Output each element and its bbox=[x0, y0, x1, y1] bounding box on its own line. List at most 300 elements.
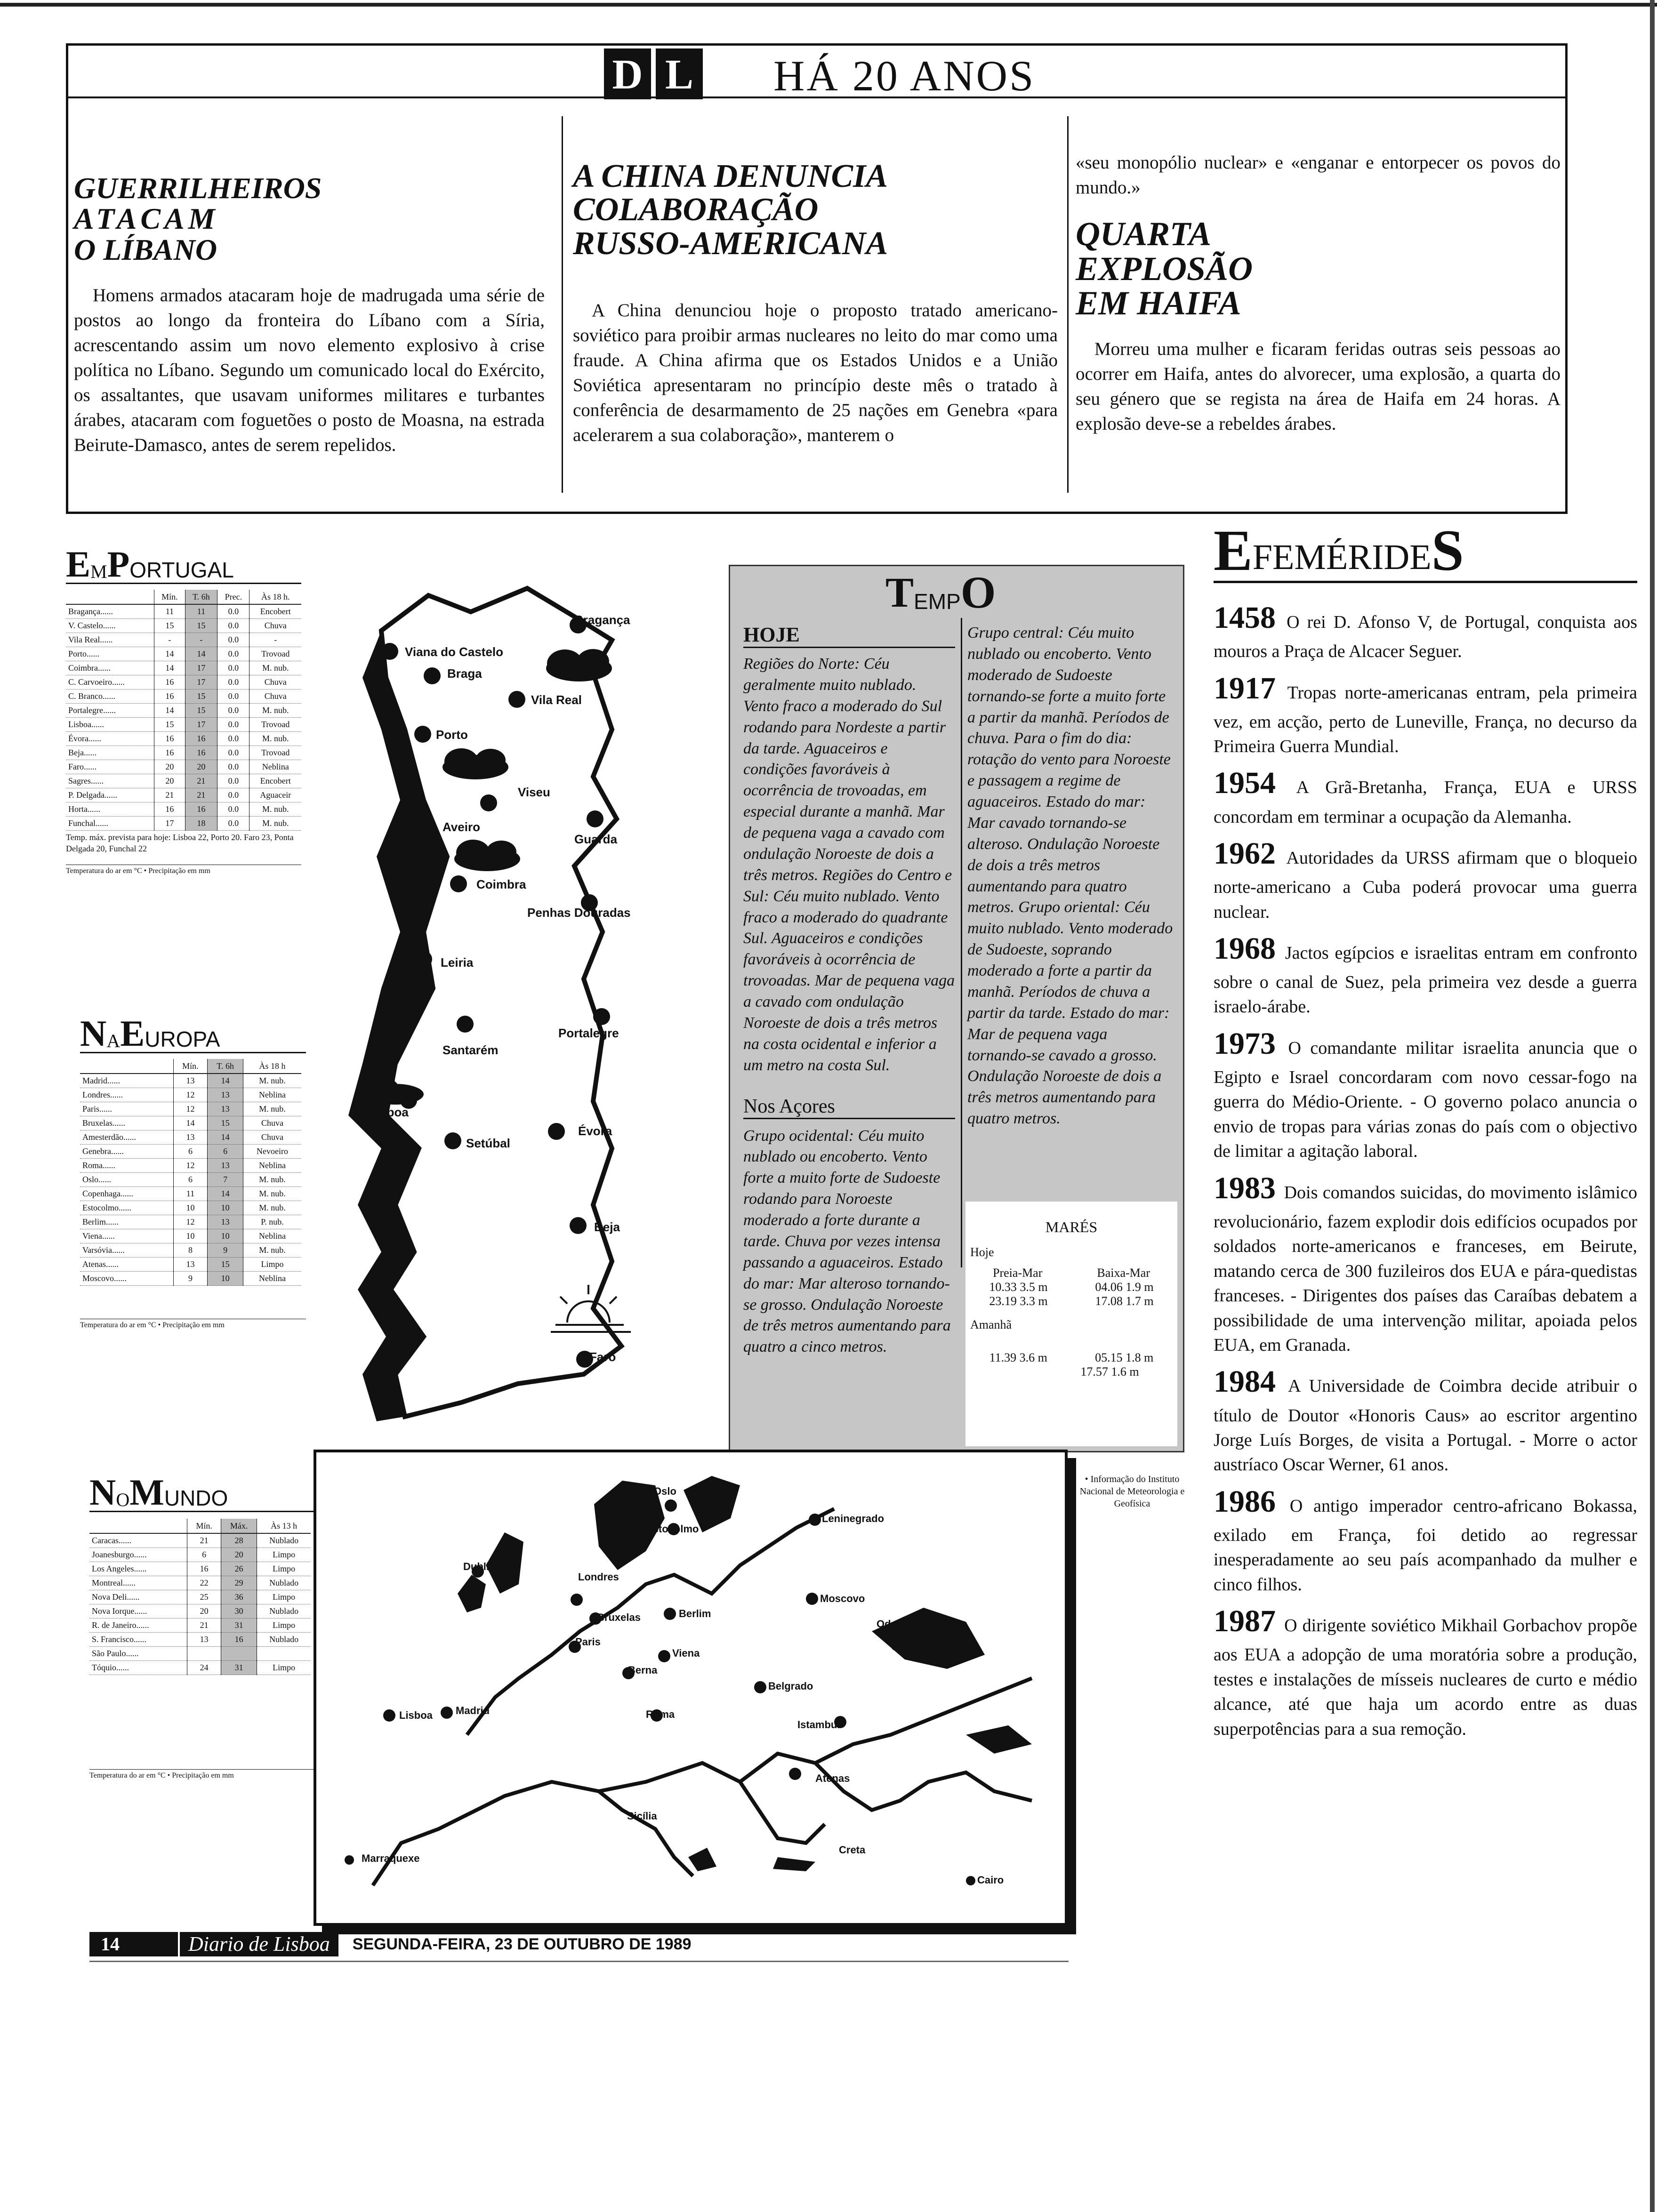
value-cell: Nublado bbox=[257, 1633, 311, 1647]
city-name-cell: Portalegre...... bbox=[66, 704, 154, 718]
table-row bbox=[80, 1201, 301, 1215]
article-haifa bbox=[1076, 150, 1560, 437]
city-label: Setúbal bbox=[466, 1136, 510, 1150]
efemeride-text: Jactos egípcios e israelitas entram em confronto sobre o canal de Suez, pela primeira vez desde a guerra israelo-árabe. bbox=[1214, 943, 1637, 1017]
footnote: Temperatura do ar em °C • Precipitação em mm bbox=[80, 1319, 306, 1330]
table-row bbox=[89, 1548, 311, 1562]
value-cell: 21 bbox=[185, 774, 217, 788]
value-cell: 12 bbox=[173, 1088, 207, 1102]
efemeride-year: 1973 bbox=[1214, 1026, 1288, 1061]
value-cell: 0.0 bbox=[217, 732, 249, 746]
city-name-cell: Oslo...... bbox=[80, 1173, 173, 1187]
table-row bbox=[89, 1633, 311, 1647]
value-cell: 13 bbox=[173, 1130, 207, 1145]
city-label: Portalegre bbox=[558, 1026, 619, 1040]
efemeride-text: Dois comandos suicidas, do movimento islâmico revolucionário, fazem explodir dois edifícios ocupados por soldados norte-americanos e franceses, em Beirute, matando cerca de 300 fuzileiros dos EUA e pára-quedistas franceses. - Dirigentes dos países das Caraíbas debatem a possibilidade de uma intervenção militar, apoiada pelos EUA, em Granada. bbox=[1214, 1182, 1637, 1355]
city-name-cell: Estocolmo...... bbox=[80, 1201, 173, 1215]
efemeride-entry bbox=[1214, 1022, 1637, 1164]
value-cell bbox=[187, 1647, 221, 1661]
city-dot bbox=[806, 1593, 818, 1605]
value-cell: Nevoeiro bbox=[243, 1145, 301, 1159]
value-cell: 16 bbox=[185, 746, 217, 760]
value-cell: 16 bbox=[221, 1633, 257, 1647]
em-portugal-table bbox=[66, 590, 301, 831]
column-header: Às 18 h bbox=[243, 1059, 301, 1074]
value-cell: 31 bbox=[221, 1661, 257, 1675]
efemeride-year: 1917 bbox=[1214, 671, 1287, 705]
value-cell: 21 bbox=[187, 1619, 221, 1633]
value-cell: 0.0 bbox=[217, 619, 249, 633]
column-header bbox=[89, 1519, 187, 1533]
logo-letter-d: D bbox=[604, 48, 651, 99]
value-cell: 11 bbox=[185, 604, 217, 619]
table-row bbox=[80, 1130, 301, 1145]
value-cell: Chuva bbox=[243, 1130, 301, 1145]
value-cell: 25 bbox=[187, 1590, 221, 1604]
value-cell: 6 bbox=[208, 1145, 243, 1159]
city-dot bbox=[789, 1768, 801, 1780]
city-dot bbox=[450, 875, 467, 892]
preia-mar-header: Preia-Mar bbox=[992, 1266, 1043, 1280]
table-row bbox=[66, 732, 301, 746]
city-name-cell: Vila Real...... bbox=[66, 633, 154, 647]
city-label: Leninegrado bbox=[822, 1513, 885, 1524]
efemeride-text: O dirigente soviético Mikhail Gorbachov propõe aos EUA a adopção de uma moratória sobre a produção, testes e instalações de mísseis nucleares de curto e médio alcance, até que haja um acordo entre as duas superpotências para a sua remoção. bbox=[1214, 1616, 1638, 1739]
value-cell: Trovoad bbox=[249, 746, 301, 760]
city-label: Berna bbox=[628, 1664, 658, 1676]
value-cell: Limpo bbox=[257, 1619, 311, 1633]
tempo-panel bbox=[729, 565, 1184, 1452]
article-guerrilheiros bbox=[74, 173, 545, 457]
headline-line-2: EXPLOSÃO bbox=[1076, 249, 1253, 288]
na-europa-title: N A E UROPA bbox=[80, 1014, 306, 1053]
value-cell: 20 bbox=[154, 760, 185, 774]
table-row bbox=[66, 788, 301, 802]
city-dot bbox=[891, 1639, 903, 1651]
city-name-cell: Roma...... bbox=[80, 1159, 173, 1173]
city-label: Dublin bbox=[463, 1561, 496, 1572]
value-cell: - bbox=[185, 633, 217, 647]
city-dot bbox=[809, 1514, 821, 1526]
value-cell: 0.0 bbox=[217, 718, 249, 732]
headline-line-2: COLABORAÇÃO bbox=[573, 192, 819, 228]
column-header: Mín. bbox=[187, 1519, 221, 1533]
top-rule bbox=[0, 3, 1657, 7]
value-cell: Encobert bbox=[249, 774, 301, 788]
table-row bbox=[80, 1145, 301, 1159]
mares-cell: 04.06 1.9 m bbox=[1095, 1280, 1154, 1294]
column-header bbox=[80, 1059, 173, 1074]
efemeride-year: 1987 bbox=[1214, 1604, 1285, 1639]
city-name-cell: Faro...... bbox=[66, 760, 154, 774]
value-cell: 20 bbox=[185, 760, 217, 774]
right-rule bbox=[1650, 0, 1655, 2212]
value-cell: 11 bbox=[154, 604, 185, 619]
value-cell: Limpo bbox=[257, 1590, 311, 1604]
city-name-cell: Lisboa...... bbox=[66, 718, 154, 732]
table-row bbox=[66, 647, 301, 661]
city-label: Paris bbox=[575, 1636, 601, 1648]
table-row bbox=[89, 1661, 311, 1675]
city-name-cell: Bragança...... bbox=[66, 604, 154, 619]
value-cell: 11 bbox=[173, 1187, 207, 1201]
value-cell: 9 bbox=[173, 1272, 207, 1286]
city-label: Berlim bbox=[679, 1608, 711, 1619]
section-title: HÁ 20 ANOS bbox=[773, 52, 1036, 100]
value-cell: 0.0 bbox=[217, 675, 249, 689]
city-label: Évora bbox=[578, 1124, 612, 1138]
city-dot bbox=[441, 1707, 453, 1719]
table-row bbox=[66, 661, 301, 675]
table-row bbox=[80, 1173, 301, 1187]
value-cell: 14 bbox=[173, 1116, 207, 1130]
acores-text: Grupo ocidental: Céu muito nublado ou encoberto. Vento forte a muito forte de Sudoeste rodando para Noroeste moderado a forte durante a tarde. Chuva por vezes intensa passando a aguaceiros. Estado do mar: Mar alteroso tornando-se grosso. Ondulação Noroeste de três metros aumentando para quatro a cinco metros. bbox=[743, 1127, 951, 1356]
table-row bbox=[80, 1272, 301, 1286]
value-cell: 0.0 bbox=[217, 746, 249, 760]
value-cell: 16 bbox=[154, 732, 185, 746]
city-name-cell: V. Castelo...... bbox=[66, 619, 154, 633]
value-cell: Aguaceir bbox=[249, 788, 301, 802]
city-dot bbox=[381, 643, 398, 660]
mares-amanha: Amanhã bbox=[970, 1318, 1012, 1331]
table-row bbox=[66, 774, 301, 788]
value-cell: 0.0 bbox=[217, 760, 249, 774]
efemeride-text: A Universidade de Coimbra decide atribuir o título de Doutor «Honoris Caus» ao escritor argentino Jorge Luís Borges, de visita a Portugal. - Morre o actor austríaco Oscar Werner, 61 anos. bbox=[1214, 1376, 1637, 1475]
city-name-cell: Caracas...... bbox=[89, 1533, 187, 1548]
city-name-cell: Londres...... bbox=[80, 1088, 173, 1102]
table-row bbox=[89, 1619, 311, 1633]
city-name-cell: Viena...... bbox=[80, 1229, 173, 1243]
value-cell: Nublado bbox=[257, 1604, 311, 1619]
value-cell: 13 bbox=[208, 1088, 243, 1102]
value-cell: M. nub. bbox=[249, 732, 301, 746]
na-europa-table bbox=[80, 1059, 301, 1286]
efemeride-text: Tropas norte-americanas entram, pela primeira vez, em acção, perto de Luneville, França, no decurso da Primeira Guerra Mundial. bbox=[1214, 682, 1638, 757]
logo-letter-l: L bbox=[656, 48, 703, 99]
city-name-cell: Berlim...... bbox=[80, 1215, 173, 1229]
city-name-cell: Montreal...... bbox=[89, 1576, 187, 1590]
value-cell: 12 bbox=[173, 1102, 207, 1116]
city-name-cell: Moscovo...... bbox=[80, 1272, 173, 1286]
table-row bbox=[80, 1102, 301, 1116]
column-rule bbox=[1067, 116, 1069, 493]
city-label: Marraquexe bbox=[362, 1852, 420, 1864]
table-row bbox=[89, 1576, 311, 1590]
city-dot bbox=[414, 819, 431, 836]
value-cell: 0.0 bbox=[217, 704, 249, 718]
value-cell: 21 bbox=[185, 788, 217, 802]
mares-hoje: Hoje bbox=[970, 1245, 994, 1259]
value-cell: M. nub. bbox=[243, 1173, 301, 1187]
table-row bbox=[80, 1088, 301, 1102]
value-cell: 26 bbox=[221, 1562, 257, 1576]
table-row bbox=[66, 718, 301, 732]
no-mundo-panel bbox=[89, 1473, 315, 1780]
city-dot bbox=[570, 1217, 587, 1234]
city-label: Bragança bbox=[574, 613, 630, 627]
value-cell: 6 bbox=[173, 1145, 207, 1159]
value-cell: 31 bbox=[221, 1619, 257, 1633]
city-label: Vila Real bbox=[531, 693, 582, 707]
table-row bbox=[80, 1215, 301, 1229]
city-name-cell: Beja...... bbox=[66, 746, 154, 760]
table-row bbox=[89, 1604, 311, 1619]
value-cell: 8 bbox=[173, 1243, 207, 1258]
column-header: T. 6h bbox=[208, 1059, 243, 1074]
efemeride-entry bbox=[1214, 1600, 1637, 1741]
table-row bbox=[66, 675, 301, 689]
value-cell: 0.0 bbox=[217, 647, 249, 661]
value-cell: 29 bbox=[221, 1576, 257, 1590]
tempo-col2 bbox=[967, 623, 1174, 1130]
city-label: Guarda bbox=[574, 832, 618, 846]
city-dot bbox=[571, 1594, 583, 1606]
city-name-cell: Paris...... bbox=[80, 1102, 173, 1116]
value-cell: 20 bbox=[154, 774, 185, 788]
value-cell: 0.0 bbox=[217, 689, 249, 704]
value-cell: Limpo bbox=[257, 1661, 311, 1675]
value-cell: Chuva bbox=[249, 675, 301, 689]
value-cell: 15 bbox=[185, 619, 217, 633]
value-cell: 36 bbox=[221, 1590, 257, 1604]
value-cell: 28 bbox=[221, 1533, 257, 1548]
city-dot bbox=[664, 1608, 676, 1620]
value-cell: 0.0 bbox=[217, 661, 249, 675]
city-label: Bruxelas bbox=[597, 1611, 641, 1623]
mares-cell: 05.15 1.8 m bbox=[1095, 1351, 1154, 1364]
efemerides-list bbox=[1214, 596, 1637, 1741]
city-label: Beja bbox=[594, 1220, 620, 1234]
value-cell: Neblina bbox=[243, 1272, 301, 1286]
city-name-cell: Varsóvia...... bbox=[80, 1243, 173, 1258]
value-cell: 0.0 bbox=[217, 633, 249, 647]
table-row bbox=[66, 619, 301, 633]
value-cell: P. nub. bbox=[243, 1215, 301, 1229]
table-row bbox=[89, 1590, 311, 1604]
table-row bbox=[66, 760, 301, 774]
value-cell: 10 bbox=[173, 1229, 207, 1243]
city-label: Viena bbox=[672, 1647, 700, 1659]
value-cell: M. nub. bbox=[249, 802, 301, 817]
value-cell: Trovoad bbox=[249, 647, 301, 661]
value-cell: M. nub. bbox=[243, 1074, 301, 1088]
efemeride-text: O rei D. Afonso V, de Portugal, conquista aos mouros a Praça de Alcacer Seguer. bbox=[1214, 612, 1637, 662]
column-rule bbox=[562, 116, 563, 493]
value-cell: 16 bbox=[154, 689, 185, 704]
inm-source: • Informação do Instituto Nacional de Meteorologia e Geofísica bbox=[1079, 1474, 1185, 1509]
column-header: Mín. bbox=[173, 1059, 207, 1074]
value-cell: 12 bbox=[173, 1159, 207, 1173]
value-cell: 13 bbox=[173, 1074, 207, 1088]
value-cell: 18 bbox=[185, 817, 217, 831]
efemeride-year: 1986 bbox=[1214, 1484, 1290, 1519]
footnote: Temperatura do ar em °C • Precipitação em mm bbox=[66, 865, 301, 875]
efemeride-entry bbox=[1214, 596, 1637, 664]
value-cell: 14 bbox=[208, 1187, 243, 1201]
column-header: Prec. bbox=[217, 590, 249, 604]
city-dot bbox=[457, 1016, 474, 1033]
value-cell: - bbox=[154, 633, 185, 647]
city-dot bbox=[754, 1681, 766, 1693]
value-cell: 30 bbox=[221, 1604, 257, 1619]
efemeride-year: 1962 bbox=[1214, 836, 1287, 871]
city-name-cell: Joanesburgo...... bbox=[89, 1548, 187, 1562]
city-name-cell: Horta...... bbox=[66, 802, 154, 817]
column-header: T. 6h bbox=[185, 590, 217, 604]
value-cell: 16 bbox=[185, 732, 217, 746]
city-dot bbox=[665, 1499, 677, 1512]
column-header: Às 18 h. bbox=[249, 590, 301, 604]
city-name-cell: C. Branco...... bbox=[66, 689, 154, 704]
city-name-cell: Bruxelas...... bbox=[80, 1116, 173, 1130]
city-name-cell: Genebra...... bbox=[80, 1145, 173, 1159]
city-dot bbox=[444, 1132, 461, 1149]
efemeride-year: 1968 bbox=[1214, 931, 1285, 966]
table-row bbox=[80, 1116, 301, 1130]
value-cell: M. nub. bbox=[243, 1243, 301, 1258]
footer-rule bbox=[89, 1961, 1069, 1962]
city-dot bbox=[345, 1855, 354, 1865]
efemeride-entry bbox=[1214, 1360, 1637, 1477]
value-cell: Nublado bbox=[257, 1533, 311, 1548]
value-cell: 16 bbox=[187, 1562, 221, 1576]
article-body: A China denunciou hoje o proposto tratado americano-soviético para proibir armas nucleares no leito do mar como uma fraude. A China afirma que os Estados Unidos e a União Soviética apresentaram no princípio deste mês o tratado à conferência de desarmamento de 25 nações em Genebra «para acelerarem a sua colaboração», manterem o bbox=[573, 300, 1058, 446]
value-cell: 13 bbox=[208, 1215, 243, 1229]
value-cell: 0.0 bbox=[217, 817, 249, 831]
table-row bbox=[89, 1562, 311, 1576]
table-row bbox=[80, 1243, 301, 1258]
value-cell: 14 bbox=[185, 647, 217, 661]
value-cell: Limpo bbox=[257, 1548, 311, 1562]
article-china bbox=[573, 160, 1058, 448]
efemeride-year: 1954 bbox=[1214, 766, 1296, 801]
em-portugal-panel bbox=[66, 546, 301, 875]
efemeride-year: 1458 bbox=[1214, 601, 1287, 635]
value-cell: 17 bbox=[185, 661, 217, 675]
value-cell: 15 bbox=[185, 704, 217, 718]
no-mundo-table bbox=[89, 1519, 311, 1675]
value-cell: 10 bbox=[208, 1201, 243, 1215]
headline-line-2: ATACAM bbox=[74, 202, 219, 236]
headline-line-3: RUSSO-AMERICANA bbox=[573, 225, 888, 262]
value-cell: 21 bbox=[187, 1533, 221, 1548]
city-label: Sicília bbox=[627, 1810, 657, 1822]
footnote: Temperatura do ar em °C • Precipitação em mm bbox=[89, 1769, 315, 1780]
value-cell: 16 bbox=[154, 802, 185, 817]
value-cell: 17 bbox=[185, 675, 217, 689]
value-cell: 6 bbox=[173, 1173, 207, 1187]
mares-cell: 17.08 1.7 m bbox=[1095, 1294, 1154, 1308]
value-cell: M. nub. bbox=[249, 817, 301, 831]
value-cell: 14 bbox=[208, 1074, 243, 1088]
value-cell: 12 bbox=[173, 1215, 207, 1229]
city-name-cell: R. de Janeiro...... bbox=[89, 1619, 187, 1633]
value-cell: 13 bbox=[187, 1633, 221, 1647]
city-dot bbox=[548, 1123, 565, 1140]
city-name-cell: Nova Deli...... bbox=[89, 1590, 187, 1604]
value-cell: 10 bbox=[173, 1201, 207, 1215]
city-dot bbox=[658, 1650, 670, 1662]
value-cell: Chuva bbox=[243, 1116, 301, 1130]
value-cell: 15 bbox=[185, 689, 217, 704]
em-portugal-title: E M P ORTUGAL bbox=[66, 546, 301, 584]
article-body: Morreu uma mulher e ficaram feridas outras seis pessoas ao ocorrer em Haifa, antes do alvorecer, uma explosão, a quarta do seu género que se regista na área de Haifa em 24 horas. A explosão deve-se a rebeldes árabes. bbox=[1076, 339, 1560, 434]
efemeride-text: Autoridades da URSS afirmam que o bloqueio norte-americano a Cuba poderá provocar uma guerra nuclear. bbox=[1214, 848, 1638, 922]
city-label: Belgrado bbox=[768, 1680, 813, 1692]
city-name-cell: Los Angeles...... bbox=[89, 1562, 187, 1576]
value-cell: Limpo bbox=[257, 1562, 311, 1576]
ha-20-anos-box bbox=[66, 43, 1568, 514]
efemerides-title: E FEMÉRIDE S bbox=[1214, 513, 1637, 583]
table-row bbox=[89, 1647, 311, 1661]
city-label: Aveiro bbox=[442, 820, 480, 834]
table-row bbox=[80, 1159, 301, 1173]
city-dot bbox=[415, 951, 432, 968]
efemeride-text: O comandante militar israelita anuncia que o Egipto e Israel concordaram com novo cessar-fogo na guerra do Médio-Oriente. - O governo polaco anuncia o envio de tropas para várias zonas do país com o objectivo de limitar a agitação laboral. bbox=[1214, 1038, 1638, 1162]
efemeride-year: 1983 bbox=[1214, 1170, 1284, 1205]
forecast-note: Temp. máx. prevista para hoje: Lisboa 22, Porto 20. Faro 23, Ponta Delgada 20, Funchal 22 bbox=[66, 833, 294, 853]
value-cell: Chuva bbox=[249, 619, 301, 633]
value-cell: - bbox=[249, 633, 301, 647]
value-cell: 14 bbox=[154, 704, 185, 718]
value-cell: 22 bbox=[187, 1576, 221, 1590]
city-label: Estocolmo bbox=[646, 1523, 699, 1535]
efemeride-entry bbox=[1214, 761, 1637, 829]
city-dot bbox=[593, 1008, 610, 1025]
value-cell: 0.0 bbox=[217, 604, 249, 619]
value-cell: Neblina bbox=[249, 760, 301, 774]
city-name-cell: Copenhaga...... bbox=[80, 1187, 173, 1201]
continuation-text: «seu monopólio nuclear» e «enganar e entorpecer os povos do mundo.» bbox=[1076, 152, 1560, 198]
table-row bbox=[80, 1258, 301, 1272]
value-cell: 7 bbox=[208, 1173, 243, 1187]
table-row bbox=[66, 689, 301, 704]
city-name-cell: Tóquio...... bbox=[89, 1661, 187, 1675]
value-cell: 16 bbox=[185, 802, 217, 817]
mares-cell: 10.33 3.5 m bbox=[989, 1280, 1048, 1294]
column-header bbox=[66, 590, 154, 604]
europe-map bbox=[314, 1450, 1068, 1926]
tempo-title: T EMP O bbox=[885, 567, 996, 617]
city-label: Atenas bbox=[815, 1772, 850, 1784]
city-name-cell: Funchal...... bbox=[66, 817, 154, 831]
city-dot bbox=[966, 1876, 975, 1885]
value-cell: Neblina bbox=[243, 1229, 301, 1243]
mares-cell: 17.57 1.6 m bbox=[1080, 1365, 1139, 1378]
city-name-cell: Amesterdão...... bbox=[80, 1130, 173, 1145]
city-dot bbox=[424, 667, 441, 684]
value-cell: Chuva bbox=[249, 689, 301, 704]
table-row bbox=[66, 802, 301, 817]
value-cell: Neblina bbox=[243, 1159, 301, 1173]
footer-date: SEGUNDA-FEIRA, 23 DE OUTUBRO DE 1989 bbox=[352, 1935, 692, 1953]
value-cell: 15 bbox=[208, 1116, 243, 1130]
efemerides-panel bbox=[1214, 513, 1637, 1744]
value-cell bbox=[257, 1647, 311, 1661]
mares-title: MARÉS bbox=[1045, 1218, 1098, 1235]
table-row bbox=[66, 746, 301, 760]
city-label: Cairo bbox=[977, 1874, 1004, 1886]
city-label: Viana do Castelo bbox=[405, 645, 504, 659]
page-number: 14 bbox=[89, 1932, 178, 1956]
headline-line-3: EM HAIFA bbox=[1076, 284, 1241, 322]
table-row bbox=[89, 1533, 311, 1548]
na-europa-panel bbox=[80, 1014, 306, 1330]
column-header: Às 13 h bbox=[257, 1519, 311, 1533]
value-cell: 9 bbox=[208, 1243, 243, 1258]
city-label: Moscovo bbox=[820, 1593, 865, 1604]
table-row bbox=[80, 1229, 301, 1243]
